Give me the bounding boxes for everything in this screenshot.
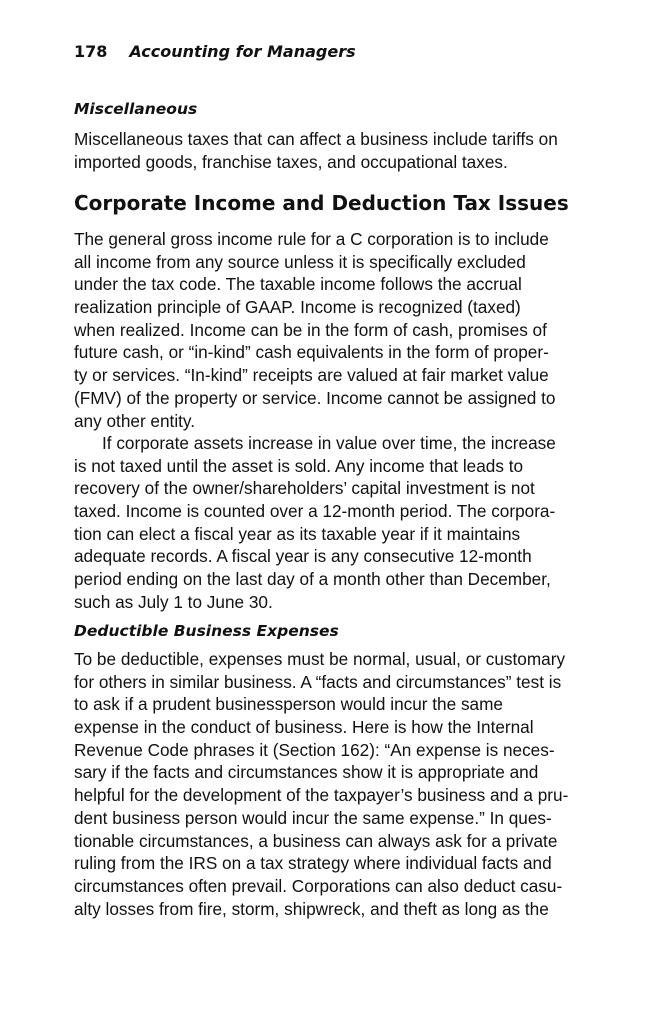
paragraph-asset-increase xyxy=(74,432,594,614)
text-line: Miscellaneous taxes that can affect a business include tariffs on xyxy=(74,129,558,149)
text-line: To be deductible, expenses must be normal, usual, or customary xyxy=(74,649,566,669)
running-head xyxy=(74,42,356,61)
text-line: realization principle of GAAP. Income is recognized (taxed) xyxy=(74,297,521,318)
paragraph-miscellaneous xyxy=(74,128,594,173)
text-line: Revenue Code phrases it (Section 162): “An expense is neces- xyxy=(74,739,555,760)
text-line: period ending on the last day of a month other than December, xyxy=(74,569,551,590)
text-line: If corporate assets increase in value over time, the increase xyxy=(102,433,556,453)
text-line: ruling from the IRS on a tax strategy where individual facts and xyxy=(74,853,552,874)
text-line: taxed. Income is counted over a 12-month period. The corpora- xyxy=(74,501,556,522)
text-line: ty or services. “In-kind” receipts are valued at fair market value xyxy=(74,365,549,386)
paragraph-gross-income xyxy=(74,228,594,432)
text-line: for others in similar business. A “facts and circumstances” test is xyxy=(74,671,562,692)
text-line: under the tax code. The taxable income follows the accrual xyxy=(74,274,522,295)
page-number: 178 xyxy=(74,42,108,61)
text-line: future cash, or “in-kind” cash equivalents in the form of proper- xyxy=(74,342,549,363)
text-line: alty losses from fire, storm, shipwreck, and theft as long as the xyxy=(74,898,549,919)
text-line: expense in the conduct of business. Here is how the Internal xyxy=(74,717,534,738)
text-line: sary if the facts and circumstances show it is appropriate and xyxy=(74,762,539,783)
paragraph-deductible-expenses xyxy=(74,648,594,920)
text-line: (FMV) of the property or service. Income cannot be assigned to xyxy=(74,387,556,408)
text-line: dent business person would incur the same expense.” In ques- xyxy=(74,807,552,828)
text-line: when realized. Income can be in the form of cash, promises of xyxy=(74,319,547,340)
book-title: Accounting for Managers xyxy=(129,42,356,61)
heading-deductible-expenses: Deductible Business Expenses xyxy=(74,622,339,640)
text-line: The general gross income rule for a C corporation is to include xyxy=(74,229,549,249)
text-line: is not taxed until the asset is sold. Any income that leads to xyxy=(74,455,524,476)
text-line: tionable circumstances, a business can always ask for a private xyxy=(74,830,558,851)
text-line: all income from any source unless it is specifically excluded xyxy=(74,251,526,272)
text-line: tion can elect a fiscal year as its taxable year if it maintains xyxy=(74,523,521,544)
heading-corporate-income: Corporate Income and Deduction Tax Issues xyxy=(74,191,569,215)
text-line: helpful for the development of the taxpayer’s business and a pru- xyxy=(74,785,569,806)
text-line: any other entity. xyxy=(74,410,196,431)
text-line: circumstances often prevail. Corporations can also deduct casu- xyxy=(74,875,563,896)
text-line: imported goods, franchise taxes, and occupational taxes. xyxy=(74,151,508,172)
text-line: adequate records. A fiscal year is any consecutive 12-month xyxy=(74,546,532,567)
text-line: recovery of the owner/shareholders’ capital investment is not xyxy=(74,478,535,499)
text-line: such as July 1 to June 30. xyxy=(74,591,273,612)
text-line: to ask if a prudent businessperson would incur the same xyxy=(74,694,503,715)
heading-miscellaneous: Miscellaneous xyxy=(74,100,198,118)
